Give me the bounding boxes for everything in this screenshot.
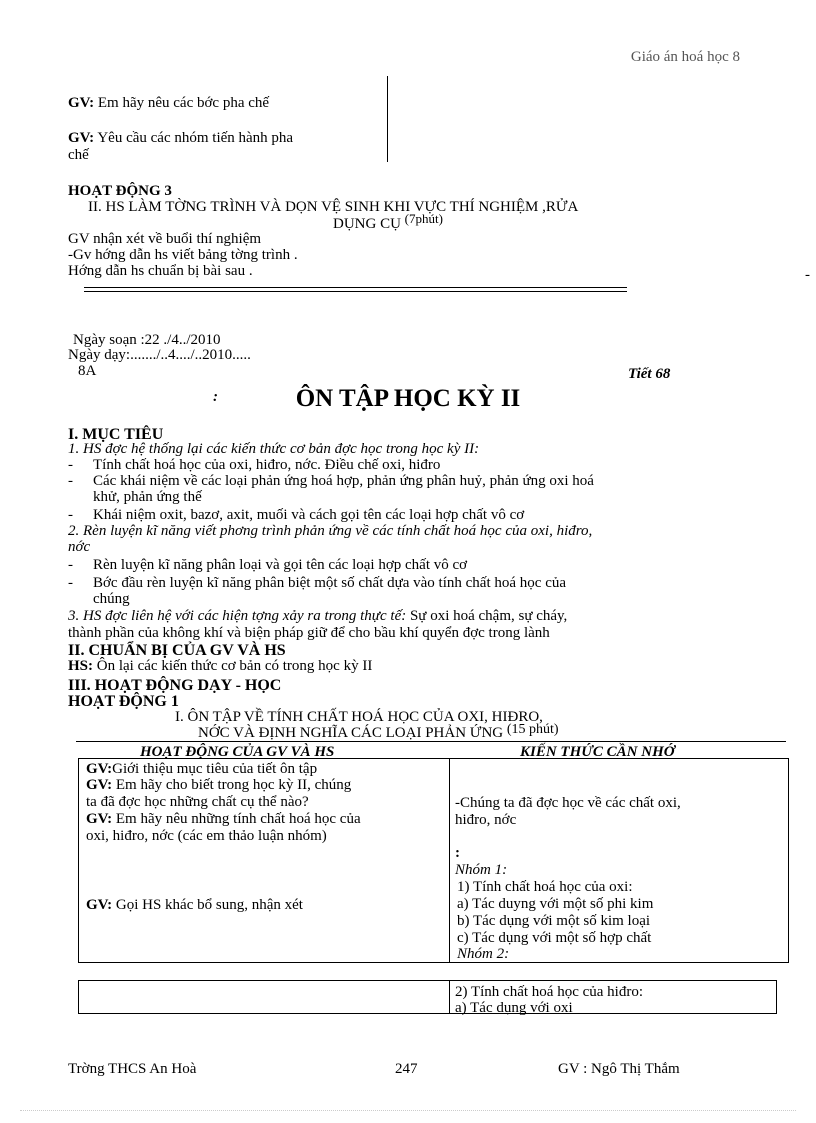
gv-label: GV: xyxy=(86,777,113,793)
table-left-gv3-cont: oxi, hiđro, nớc (các em thảo luận nhóm) xyxy=(86,828,327,844)
section-divider xyxy=(84,287,627,292)
activity1-title-line2: NỚC VÀ ĐỊNH NGHĨA CÁC LOẠI PHẢN ỨNG xyxy=(198,725,504,741)
activity3-line1: GV nhận xét về buổi thí nghiệm xyxy=(68,231,262,247)
period-label: Tiết 68 xyxy=(628,366,671,382)
hs-label: HS: xyxy=(68,658,94,674)
gv-text: Gọi HS khác bổ sung, nhận xét xyxy=(112,897,303,913)
gv-text: Em hãy nêu các bớc pha chế xyxy=(97,95,270,111)
table-header-knowledge: KIẾN THỨC CẦN NHỚ xyxy=(520,744,675,760)
gv-text: Em hãy cho biết trong học kỳ II, chúng xyxy=(112,777,352,793)
table2-right-item: 2) Tính chất hoá học của hiđro: xyxy=(455,984,643,1000)
activity3-heading: HOẠT ĐỘNG 3 xyxy=(68,183,172,199)
objective-3-italic: 3. HS đợc liên hệ với các hiện tợng xảy ra trong thực tế: xyxy=(68,608,407,624)
preparation-hs xyxy=(68,659,372,674)
table-right-group2: Nhóm 2: xyxy=(457,946,510,962)
activity3-line3: Hớng dẫn hs chuẩn bị bài sau . xyxy=(68,263,253,279)
table-left-gv1 xyxy=(86,762,317,777)
gv-instruction-2-cont: chế xyxy=(68,147,89,163)
bullet-dash: - xyxy=(68,507,73,523)
margin-dash: - xyxy=(805,267,810,283)
table-right-g1-b: b) Tác dụng với một số kim loại xyxy=(457,913,651,929)
activity1-title: I. ÔN TẬP VỀ TÍNH CHẤT HOÁ HỌC CỦA OXI, HIĐRO, xyxy=(175,709,543,725)
activity3-title-line2: DỤNG CỤ xyxy=(333,216,401,232)
preparation-heading: II. CHUẨN BỊ CỦA GV VÀ HS xyxy=(68,642,286,659)
gv-text: Giới thiệu mục tiêu của tiết ôn tập xyxy=(112,761,318,777)
table-right-g1-c: c) Tác dụng với một số hợp chất xyxy=(457,930,652,946)
gv-label: GV: xyxy=(86,897,113,913)
table-left-gv4 xyxy=(86,898,303,913)
gv-label: GV: xyxy=(86,761,113,777)
objective-2-cont: nớc xyxy=(68,539,91,555)
footer-teacher: GV : Ngô Thị Thắm xyxy=(558,1061,680,1077)
bullet-dash: - xyxy=(68,473,73,489)
table-header-activities: HOẠT ĐỘNG CỦA GV VÀ HS xyxy=(140,744,335,760)
activity3-title: II. HS LÀM TỜNG TRÌNH VÀ DỌN VỆ SINH KHI VỰC THÍ NGHIỆM ,RỬA xyxy=(88,199,579,215)
objective-1-bullet-2: Các khái niệm về các loại phản ứng hoá hợp, phản ứng phân huỷ, phản ứng oxi hoá xyxy=(93,473,594,489)
objective-1-bullet-3: Khái niệm oxit, bazơ, axit, muối và cách gọi tên các loại hợp chất vô cơ xyxy=(93,507,525,523)
objective-3-cont: thành phần của không khí và biện pháp giữ để cho bầu khí quyển đợc trong lành xyxy=(68,625,550,641)
objective-1: 1. HS đợc hệ thống lại các kiến thức cơ bản đợc học trong học kỳ II: xyxy=(68,441,480,457)
table2-right-a: a) Tác dụng với oxi xyxy=(455,1000,573,1016)
table2-cell-left xyxy=(78,980,450,1014)
activities-heading: III. HOẠT ĐỘNG DẠY - HỌC xyxy=(68,677,282,694)
activity3-title-cont xyxy=(333,211,443,232)
footer-rule xyxy=(20,1110,796,1111)
gv-text: Em hãy nêu những tính chất hoá học của xyxy=(112,811,361,827)
gv-label: GV: xyxy=(68,95,95,111)
class-label: 8A xyxy=(78,363,97,379)
objective-2-bullet-2: Bớc đầu rèn luyện kĩ năng phân biệt một số chất dựa vào tính chất hoá học của xyxy=(93,575,567,591)
header-subject: Giáo án hoá học 8 xyxy=(630,49,740,65)
hs-text: Ôn lại các kiến thức cơ bản có trong học kỳ II xyxy=(93,658,373,674)
activity1-title-cont xyxy=(198,722,559,741)
table-right-g1-a: a) Tác duyng với một số phi kim xyxy=(457,896,654,912)
prep-date: Ngày soạn :22 ./4../2010 xyxy=(73,332,221,348)
table-right-g1-item: 1) Tính chất hoá học của oxi: xyxy=(457,879,633,895)
activity1-heading: HOẠT ĐỘNG 1 xyxy=(68,693,179,710)
activity3-time: (7phút) xyxy=(404,211,443,226)
objective-2: 2. Rèn luyện kĩ năng viết phơng trình phản ứng về các tính chất hoá học của oxi, hiđro, xyxy=(68,523,593,539)
table-right-group1: Nhóm 1: xyxy=(455,862,508,878)
objective-2-bullet-1: Rèn luyện kĩ năng phân loại và gọi tên các loại hợp chất vô cơ xyxy=(93,557,468,573)
gv-label: GV: xyxy=(68,130,95,146)
bullet-dash: - xyxy=(68,557,73,573)
objective-1-bullet-2-cont: khử, phản ứng thế xyxy=(93,489,202,505)
table-right-colon: : xyxy=(455,845,460,861)
objective-3-text: Sự oxi hoá chậm, sự cháy, xyxy=(406,608,568,624)
gv-instruction-2 xyxy=(68,131,293,146)
table-left-gv2-cont: ta đã đợc học những chất cụ thể nào? xyxy=(86,794,309,810)
table-left-gv3 xyxy=(86,812,361,827)
objective-1-bullet-1: Tính chất hoá học của oxi, hiđro, nớc. Điều chế oxi, hiđro xyxy=(93,457,441,473)
objective-2-bullet-2-cont: chúng xyxy=(93,591,130,607)
objectives-heading: I. MỤC TIÊU xyxy=(68,426,164,443)
table-left-gv2 xyxy=(86,778,351,793)
title-colon: : xyxy=(213,389,218,405)
page-title: ÔN TẬP HỌC KỲ II xyxy=(295,385,521,412)
teach-date: Ngày dạy:......./..4..../..2010..... xyxy=(68,347,251,363)
table-right-answer: -Chúng ta đã đợc học về các chất oxi, xyxy=(455,795,681,811)
table-top-rule xyxy=(76,741,786,742)
objective-3 xyxy=(68,609,567,624)
bullet-dash: - xyxy=(68,575,73,591)
gv-text: Yêu cầu các nhóm tiến hành pha xyxy=(97,130,294,146)
column-divider xyxy=(387,76,388,162)
table-right-answer-cont: hiđro, nớc xyxy=(455,812,517,828)
footer-school: Trờng THCS An Hoà xyxy=(68,1061,197,1077)
gv-instruction-1 xyxy=(68,96,269,111)
activity3-line2: -Gv hớng dẫn hs viết bảng tờng trình . xyxy=(68,247,298,263)
activity1-time: (15 phút) xyxy=(506,722,559,737)
bullet-dash: - xyxy=(68,457,73,473)
footer-page-number: 247 xyxy=(395,1061,418,1077)
gv-label: GV: xyxy=(86,811,113,827)
